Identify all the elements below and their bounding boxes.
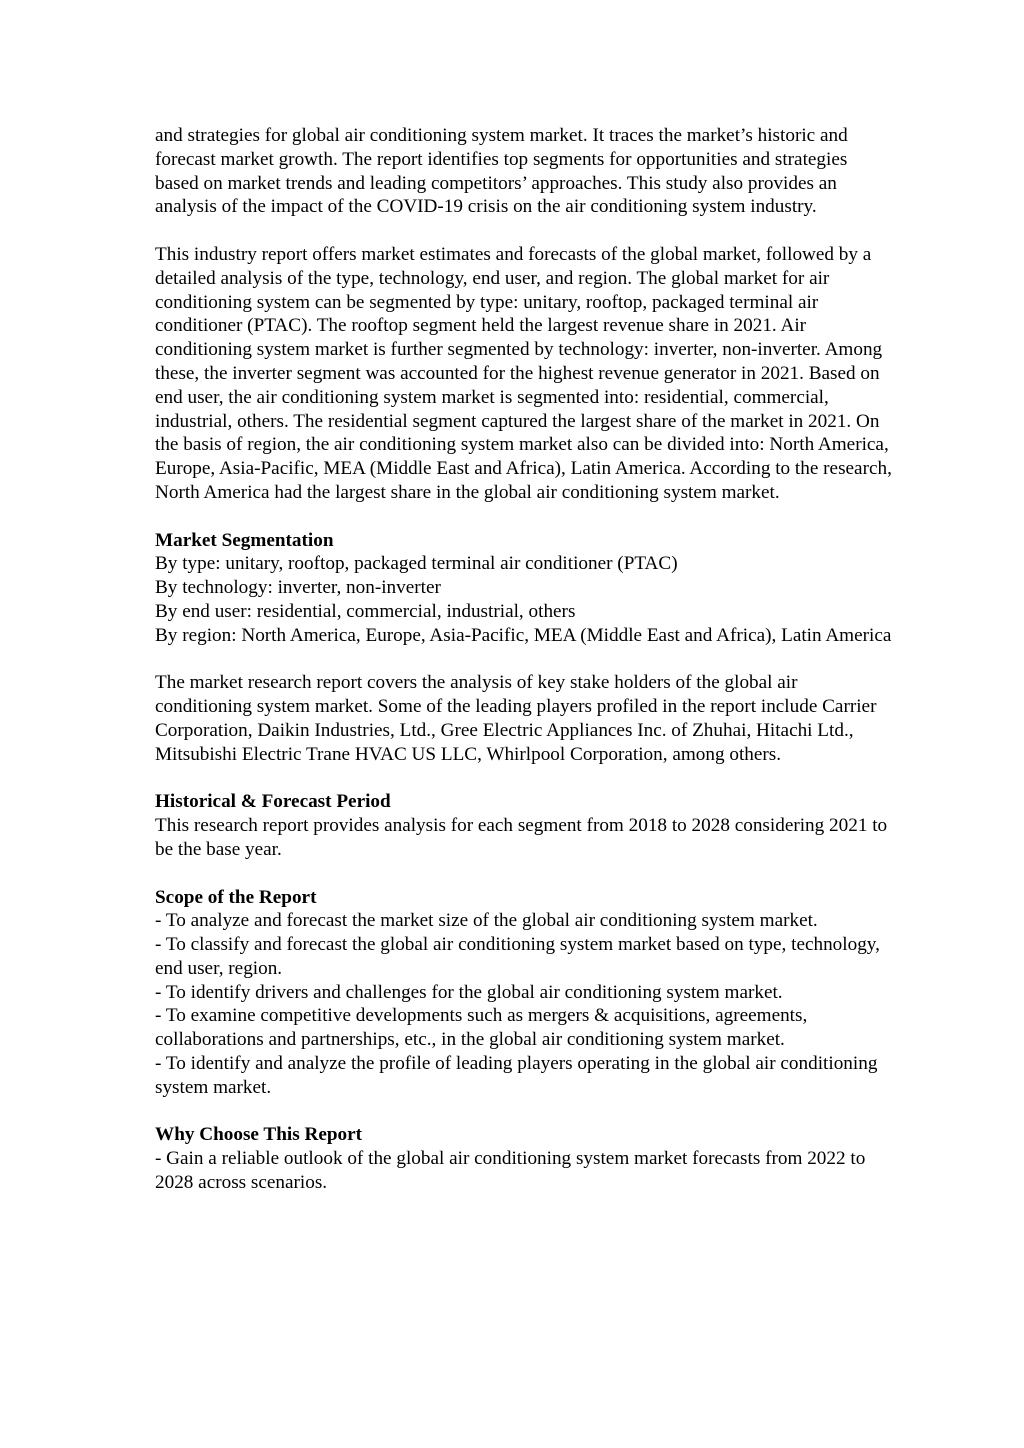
players-paragraph: The market research report covers the analysis of key stake holders of the global air conditioning system market. Some of the leading players profiled in the report include Carrier Corporation, Daikin Industries, Ltd., Gree Electric Appliances Inc. of Zhuhai, Hitachi Ltd., Mitsubishi Electric Trane HVAC US LLC, Whirlpool Corporation, among others. [155, 672, 877, 765]
document-page [155, 124, 895, 1219]
market-segmentation-heading: Market Segmentation [155, 529, 334, 551]
forecast-period-text: This research report provides analysis for each segment from 2018 to 2028 considering 2021 to be the base year. [155, 815, 888, 860]
why-choose-heading: Why Choose This Report [155, 1124, 363, 1146]
forecast-period-section [155, 790, 895, 861]
scope-section [155, 886, 895, 1100]
segmentation-item-technology: By technology: inverter, non-inverter [155, 577, 441, 599]
intro-paragraph: and strategies for global air conditioning system market. It traces the market’s historic and forecast market growth. The report identifies top segments for opportunities and strategies based on market trends and leading competitors’ approaches. This study also provides an analysis of the impact of the COVID-19 crisis on the air conditioning system industry. [155, 125, 848, 218]
scope-item: - To analyze and forecast the market size of the global air conditioning system market. [155, 910, 818, 932]
why-choose-section [155, 1123, 895, 1194]
scope-item: - To identify and analyze the profile of leading players operating in the global air conditioning system market. [155, 1053, 878, 1098]
segmentation-item-type: By type: unitary, rooftop, packaged terminal air conditioner (PTAC) [155, 553, 678, 575]
scope-item: - To identify drivers and challenges for the global air conditioning system market. [155, 981, 783, 1003]
forecast-period-heading: Historical & Forecast Period [155, 791, 391, 813]
overview-paragraph: This industry report offers market estimates and forecasts of the global market, followed by a detailed analysis of the type, technology, end user, and region. The global market for air conditioning system can be segmented by type: unitary, rooftop, packaged terminal air conditioner (PTAC). The rooftop segment held the largest revenue share in 2021. Air conditioning system market is further segmented by technology: inverter, non-inverter. Among these, the inverter segment was accounted for the highest revenue generator in 2021. Based on end user, the air conditioning system market is segmented into: residential, commercial, industrial, others. The residential segment captured the largest share of the market in 2021. On the basis of region, the air conditioning system market also can be divided into: North America, Europe, Asia-Pacific, MEA (Middle East and Africa), Latin America. According to the research, North America had the largest share in the global air conditioning system market. [155, 243, 892, 503]
scope-item: - To examine competitive developments such as mergers & acquisitions, agreements, collaborations and partnerships, etc., in the global air conditioning system market. [155, 1005, 808, 1051]
scope-item: - To classify and forecast the global air conditioning system market based on type, technology, end user, region. [155, 934, 880, 979]
scope-heading: Scope of the Report [155, 886, 317, 908]
segmentation-item-region: By region: North America, Europe, Asia-Pacific, MEA (Middle East and Africa), Latin America [155, 624, 892, 646]
market-segmentation-section [155, 529, 895, 648]
segmentation-item-end-user: By end user: residential, commercial, industrial, others [155, 600, 576, 622]
why-choose-item: - Gain a reliable outlook of the global air conditioning system market forecasts from 2022 to 2028 across scenarios. [155, 1148, 866, 1194]
